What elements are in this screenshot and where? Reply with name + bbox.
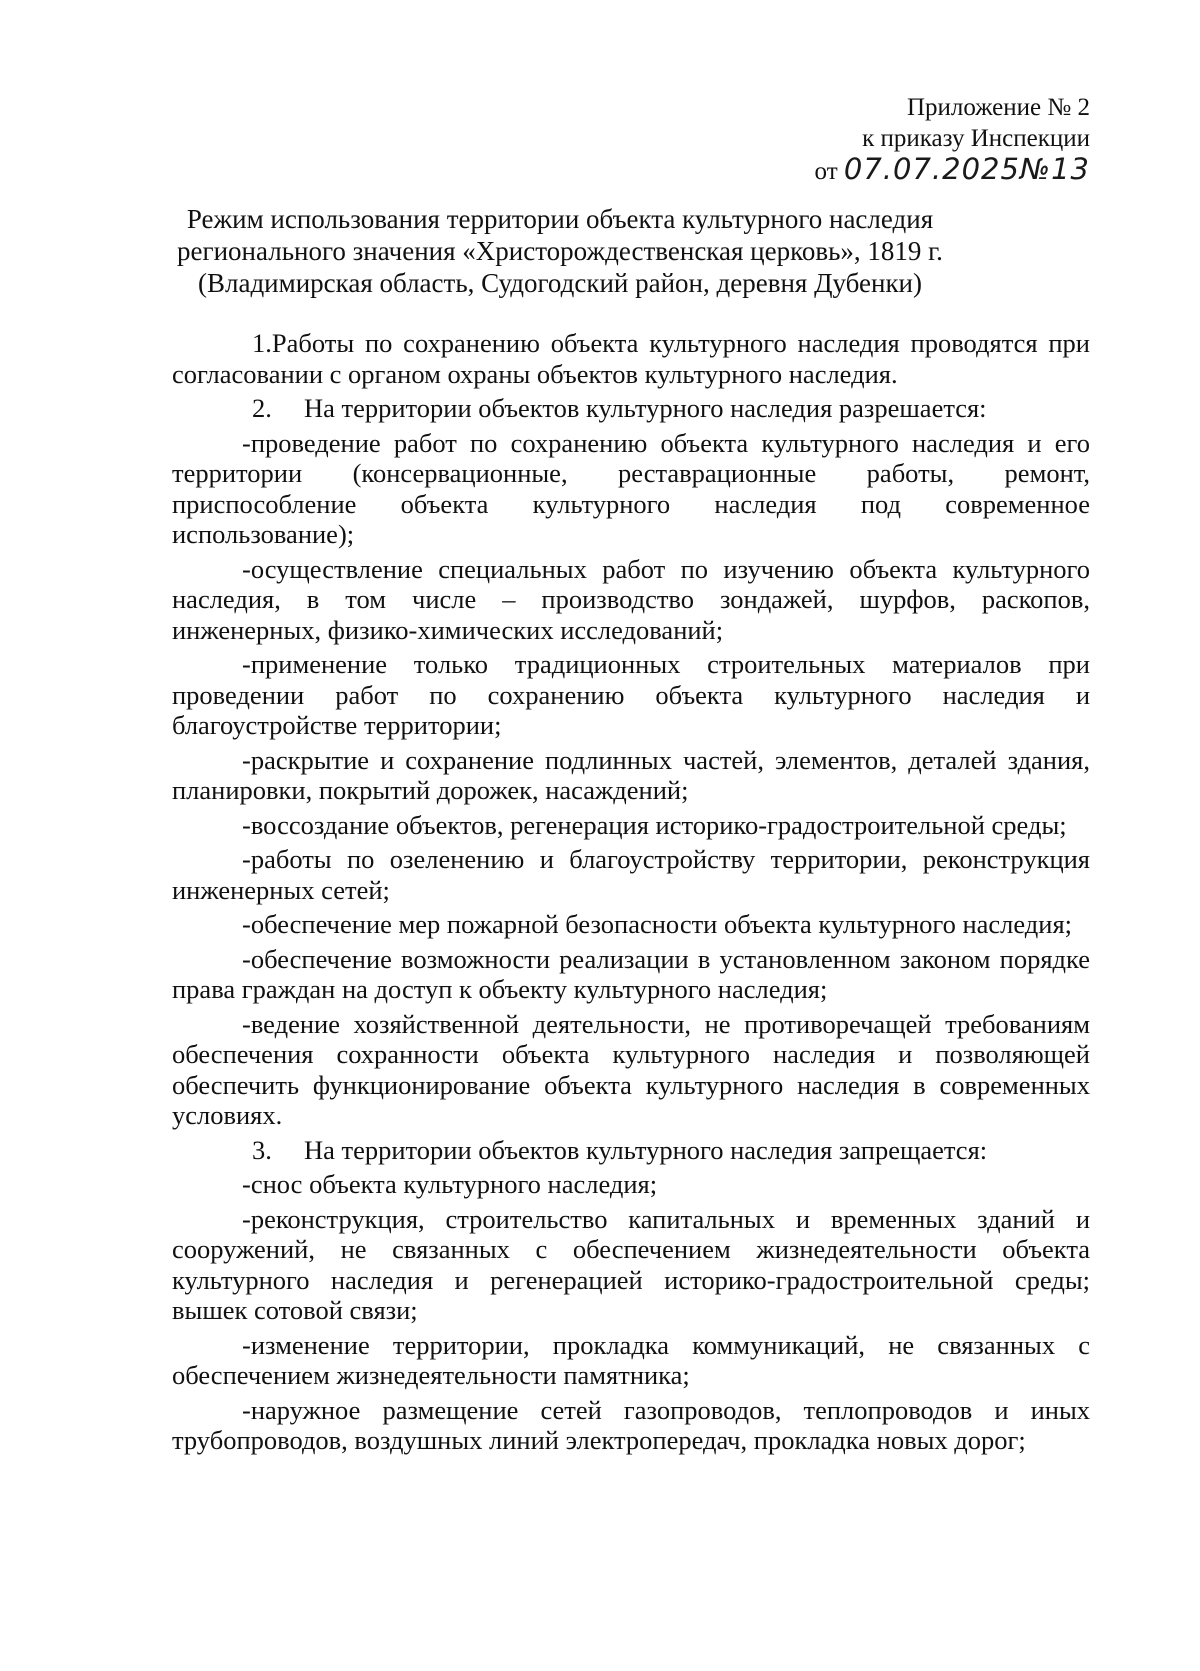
allowed-item: -воссоздание объектов, регенерация историко-градостроительной среды; [242,809,1067,840]
title-line-3: (Владимирская область, Судогодский район, деревня Дубенки) [197,268,923,298]
handwritten-date-number: 07.07.2025№13 [843,152,1090,186]
document-body [172,328,1090,1460]
appendix-order-ref: к приказу Инспекции [862,125,1090,152]
allowed-item: -обеспечение мер пожарной безопасности объекта культурного наследия; [242,909,1073,939]
document-title [130,203,990,299]
clause-2-heading [172,393,1090,424]
forbidden-item: -снос объекта культурного наследия; [242,1169,658,1199]
title-line-1: Режим использования территории объекта культурного наследия [186,204,934,234]
clause-3-number: 3. [252,1134,272,1165]
clause-2-text: На территории объектов культурного наследия разрешается: [304,393,987,423]
forbidden-item: -реконструкция, строительство капитальных и временных зданий и сооружений, не связанных с обеспечением жизнедеятельности объекта культурного наследия и регенерацией историко-градостроительной среды; вышек сотовой связи; [172,1203,1090,1325]
allowed-item: -применение только традиционных строительных материалов при проведении работ по сохранению объекта культурного наследия и благоустройстве территории; [172,649,1090,740]
allowed-item: -обеспечение возможности реализации в установленном законом порядке права граждан на доступ к объекту культурного наследия; [172,943,1090,1004]
clause-3-text: На территории объектов культурного наследия запрещается: [304,1134,988,1165]
appendix-date-prefix: от [814,158,838,185]
allowed-item: -работы по озеленению и благоустройству территории, реконструкция инженерных сетей; [172,844,1090,905]
forbidden-item: -наружное размещение сетей газопроводов, теплопроводов и иных трубопроводов, воздушных линий электропередач, прокладка новых дорог; [172,1394,1090,1455]
clause-3-heading [172,1135,1090,1166]
title-line-2: регионального значения «Христорождественская церковь», 1819 г. [177,236,943,266]
allowed-item: -осуществление специальных работ по изучению объекта культурного наследия, в том числе – производство зондажей, шурфов, раскопов, инженерных, физико-химических исследований; [172,553,1090,645]
clause-1: 1.Работы по сохранению объекта культурного наследия проводятся при согласовании с органом охраны объектов культурного наследия. [172,328,1090,389]
clause-2-number: 2. [252,393,272,423]
appendix-header [815,92,1090,187]
appendix-number: Приложение № 2 [906,94,1090,121]
forbidden-item: -изменение территории, прокладка коммуникаций, не связанных с обеспечением жизнедеятельности памятника; [172,1329,1090,1390]
allowed-item: -проведение работ по сохранению объекта культурного наследия и его территории (консервационные, реставрационные работы, ремонт, приспособление объекта культурного наследия под современное использование); [172,427,1090,549]
appendix-date-line [815,154,1090,187]
allowed-item: -раскрытие и сохранение подлинных частей, элементов, деталей здания, планировки, покрытий дорожек, насаждений; [172,744,1090,805]
allowed-item: -ведение хозяйственной деятельности, не противоречащей требованиям обеспечения сохранности объекта культурного наследия и позволяющей обеспечить функционирование объекта культурного наследия в современных условиях. [172,1008,1090,1130]
